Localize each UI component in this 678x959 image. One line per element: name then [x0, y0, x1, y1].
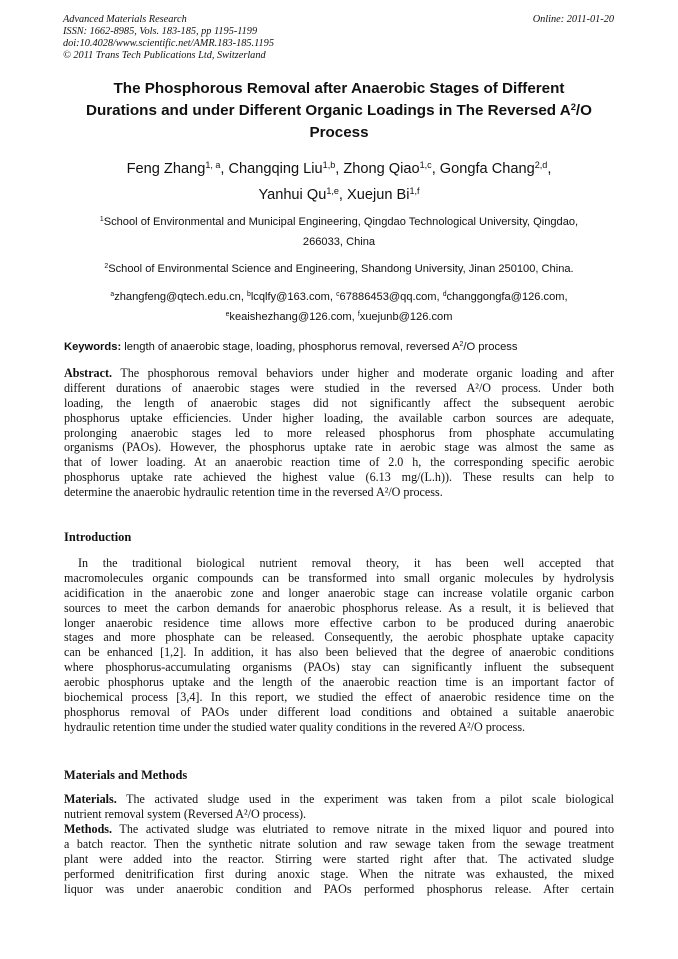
section-heading-materials-methods: Materials and Methods [64, 768, 188, 782]
section-heading-introduction: Introduction [64, 530, 132, 544]
intro-line: acidification in the anaerobic zone and longer anaerobic stage can increase volatile organic carbon [64, 585, 614, 600]
running-header [63, 14, 274, 62]
title-line-2: Durations and under Different Organic Loadings in The Reversed $A^2/O$ [86, 100, 592, 119]
intro-line: can be enhanced [1,2]. In addition, it has also been believed that the degree of anaerobic conditions [64, 645, 614, 660]
affiliation-1: $^1$School of Environmental and Municipal Engineering, Qingdao Technological University, Qingdao, 266033, China [99, 216, 579, 248]
methods-line: performed denitrification first during anoxic stage. When the nitrate was exhausted, the mixed [64, 866, 614, 881]
abstract-line: prolonging anaerobic stages led to more released phosphorus from phosphate accumulating [64, 425, 614, 440]
keywords-label: Keywords: [64, 341, 122, 353]
email: $^a$zhangfeng@qtech.edu.cn, [110, 291, 247, 303]
email: $^d$changgongfa@126.com, [442, 291, 568, 303]
journal-name: Advanced Materials Research [63, 14, 187, 25]
abstract-line: phosphorus uptake efficiencies. Under higher loading, the available carbon sources are adequate, [64, 410, 614, 425]
intro-line: sources to meet the carbon demands for anaerobic phosphorus release. As a result, it is believed that [64, 600, 614, 615]
author: Xuejun Bi$^{1,f}$ [347, 186, 420, 203]
intro-line: macromolecules organic compounds can be transformed into small organic molecules by hydrolysis [64, 570, 614, 585]
intro-line: phosphorus removal of PAOs under different load conditions and obtained a suitable anaerobic [64, 704, 614, 719]
author: Changqing Liu$^{1,b}$, [228, 160, 344, 177]
intro-line: longer anaerobic residence time allows more effective carbon to be produced during anaerobic [64, 615, 614, 630]
intro-line: where phosphorus-accumulating organisms (PAOs) stay can significantly influent the subsequent [64, 660, 614, 675]
email: $^c$67886453@qq.com, [336, 291, 443, 303]
email: $^e$keaishezhang@126.com, [225, 311, 358, 323]
materials-line: nutrient removal system (Reversed A²/O process). [64, 806, 307, 821]
abstract-line: different durations of anaerobic stages were studied in the reversed A²/O process. Under both [64, 380, 614, 395]
abstract [64, 366, 614, 500]
methods-paragraph [64, 822, 614, 896]
author: Zhong Qiao$^{1,c}$, [343, 160, 440, 177]
abstract-line: that of lower loading. At an anaerobic reaction time of 2.0 h, the corresponding specific aerobic [64, 455, 614, 470]
intro-line: hydraulic retention time under the studied water quality conditions in the revered A²/O process. [64, 719, 526, 734]
abstract-line: Abstract. The phosphorous removal behaviors under higher and moderate organic loading and after [64, 366, 614, 380]
abstract-line: organisms (PAOs). However, the phosphorus uptake rate in aerobic stage was almost the same as [64, 440, 614, 455]
doi-line: doi:10.4028/www.scientific.net/AMR.183-185.1195 [63, 38, 274, 49]
abstract-line: determine the anaerobic hydraulic retention time in the reversed A²/O process. [64, 485, 443, 500]
email-list [50, 287, 628, 327]
author-list [40, 156, 638, 208]
materials-line: Materials. The activated sludge used in the experiment was taken from a pilot scale biological [64, 792, 614, 806]
methods-line: liquor was under anaerobic condition and PAOs performed phosphorus release. After certain [64, 881, 614, 896]
paper-title [50, 78, 628, 144]
author: Yanhui Qu$^{1,e}$, [258, 186, 348, 203]
issn-line: ISSN: 1662-8985, Vols. 183-185, pp 1195-1199 [63, 26, 258, 37]
email: $^b$lcqlfy@163.com, [247, 291, 337, 303]
intro-line: stages and more phosphate can be released. Consequently, the aerobic phosphate uptake capacity [64, 630, 614, 645]
author: Feng Zhang$^{1, a}$, [126, 160, 229, 177]
materials-paragraph [64, 792, 614, 822]
methods-line: a batch reactor. Then the synthetic nitrate solution and raw sewage taken from the sewage treatment [64, 836, 614, 851]
intro-line: aerobic phosphorus uptake and the length of the anaerobic reaction time is an important factor of [64, 675, 614, 690]
email: $^f$xuejunb@126.com [357, 311, 453, 323]
online-date: Online: 2011-01-20 [532, 14, 614, 25]
copyright-line: © 2011 Trans Tech Publications Ltd, Switzerland [63, 50, 266, 61]
author: Gongfa Chang$^{2,d}$, [439, 160, 552, 177]
keywords: Keywords: length of anaerobic stage, loading, phosphorus removal, reversed $A^2/O$ process [64, 341, 518, 353]
abstract-line: phosphorus uptake rate achieved the highest value (6.13 mg/(L.h)). These results can help to [64, 470, 614, 485]
introduction-body [64, 556, 614, 735]
title-line-1: The Phosphorous Removal after Anaerobic Stages of Different [113, 80, 565, 97]
title-line-3: Process [309, 124, 369, 141]
abstract-line: loading, the length of anaerobic stages did not significantly affect the subsequent aerobic [64, 395, 614, 410]
intro-line: biochemical process [3,4]. In this report, we studied the effect of anaerobic residence time on the [64, 690, 614, 705]
methods-line: plant were added into the reactor. Stirring were started right after that. The activated sludge [64, 851, 614, 866]
affiliation-2: $^2$School of Environmental Science and Engineering, Shandong University, Jinan 250100, China. [104, 263, 574, 275]
methods-line: Methods. The activated sludge was elutriated to remove nitrate in the mixed liquor and poured into [64, 822, 614, 836]
intro-line: In the traditional biological nutrient removal theory, it has been well accepted that [78, 556, 614, 570]
